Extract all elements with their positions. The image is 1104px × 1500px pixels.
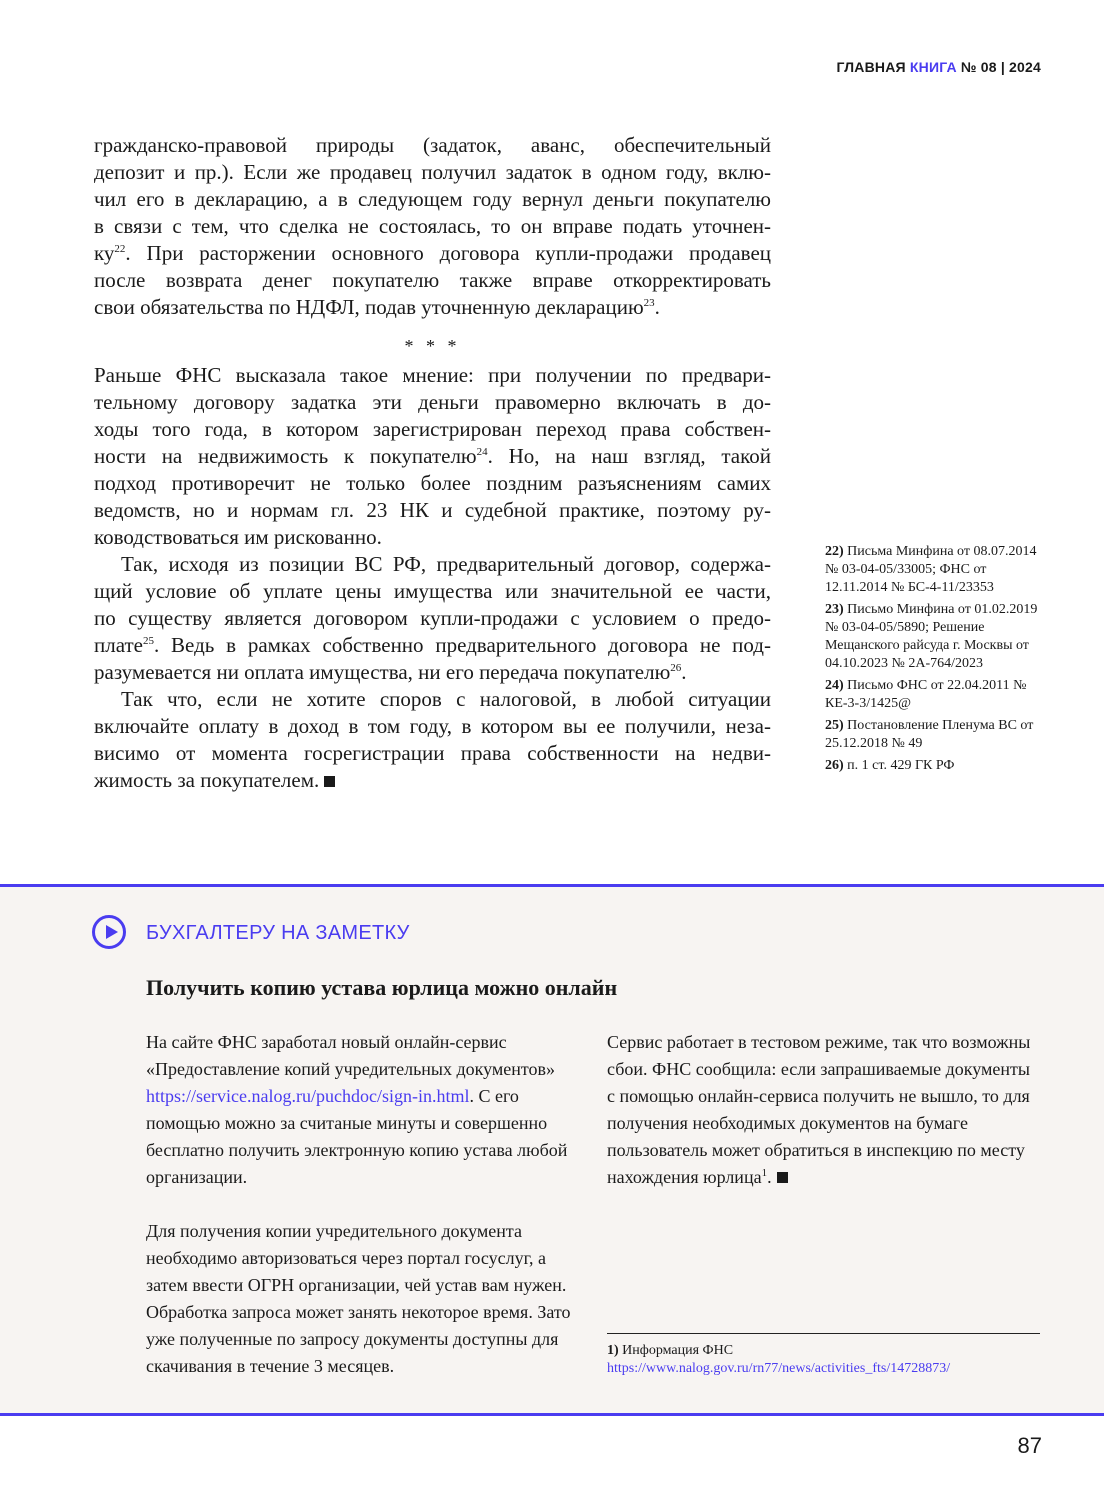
text-line: ководствоваться им рискованно.: [94, 525, 382, 549]
text-line: подход противоречит не только более поздним разъяснениям самих: [94, 471, 771, 495]
paragraph: [146, 1029, 580, 1191]
text-line: тельному договору задатка эти деньги правомерно включать в до-: [94, 390, 771, 414]
footnote-number: 25): [825, 718, 844, 733]
box-footnote: [607, 1342, 950, 1378]
paragraph: Сервис работает в тестовом режиме, так что возможны сбои. ФНС сообщила: если запрашиваемые документы с помощью онлайн-сервиса получить не вышло, то для получения необходимых документов на бумаге пользователь может обратиться в инспекцию по месту нахождения юрлица$^1$.: [607, 1032, 1031, 1187]
accountant-note-box: [0, 884, 1104, 1416]
text-line: разумевается ни оплата имущества, ни его передача покупателю$^{26}$.: [94, 660, 687, 684]
box-left-column: [146, 1029, 580, 1407]
magazine-name: ГЛАВНАЯ: [836, 59, 906, 75]
footnote: [825, 717, 1050, 753]
issue-number: № 08 | 2024: [960, 59, 1041, 75]
text-line: Так что, если не хотите споров с налоговой, в любой ситуации: [121, 687, 771, 711]
paragraph: [94, 686, 771, 794]
text-line: в связи с тем, что сделка не состоялась, то он вправе подать уточнен-: [94, 214, 771, 238]
text-line: ности на недвижимость к покупателю$^{24}$. Но, на наш взгляд, такой: [94, 444, 772, 468]
footnote-divider: [607, 1333, 1040, 1334]
footnote-text: п. 1 ст. 429 ГК РФ: [847, 758, 955, 773]
text-line: после возврата денег покупателю также вправе откорректировать: [94, 268, 771, 292]
section-separator: * * *: [404, 336, 461, 356]
footnote-number: 1): [607, 1343, 619, 1358]
text-line: депозит и пр.). Если же продавец получил задаток в одном году, вклю-: [94, 160, 771, 184]
footnote-number: 24): [825, 678, 844, 693]
footnote-ref: 22: [114, 243, 126, 255]
text-line: щий условие об уплате цены имущества или значительной ее части,: [94, 579, 771, 603]
footnote-text: Информация ФНС: [622, 1343, 734, 1358]
paragraph: [94, 132, 771, 321]
text-line: чил его в декларацию, а в следующем году вернул деньги покупателю: [94, 187, 771, 211]
footnote-ref: 1: [761, 1167, 768, 1179]
text-line: по существу является договором купли-продажи с условием о предо-: [94, 606, 771, 630]
paragraph: Для получения копии учредительного документа необходимо авторизоваться через портал госуслуг, а затем ввести ОГРН организации, чей устав вам нужен. Обработка запроса может занять некоторое время. Зато уже полученные по запросу документы доступны для скачивания в течение 3 месяцев.: [146, 1221, 571, 1376]
footnote-ref: 24: [476, 446, 488, 458]
text-line: ведомств, но и нормам гл. 23 НК и судебной практике, поэтому ру-: [94, 498, 771, 522]
footnote-text: Письмо ФНС от 22.04.2011 № КЕ-3-3/1425@: [825, 678, 1027, 711]
text-line: $ку^{22}$. При расторжении основного договора купли-продажи продавец: [94, 241, 771, 265]
text-line: гражданско-правовой природы (задаток, аванс, обеспечительный: [94, 133, 771, 157]
footnote-ref: 25: [143, 635, 154, 647]
footnote: [825, 757, 1050, 775]
article-body: [94, 132, 771, 794]
paragraph: [94, 551, 771, 686]
text-line: Раньше ФНС высказала такое мнение: при получении по предвари-: [94, 363, 771, 387]
text: Сервис работает в тестовом режиме, так что возможны сбои. ФНС сообщила: если запрашиваемые документы с помощью онлайн-сервиса получить не вышло, то для получения необходимых документов на бумаге пользователь может обратиться в инспекцию по месту нахождения юрлица: [607, 1032, 1031, 1187]
end-mark-icon: [777, 1172, 788, 1183]
footnote: [825, 677, 1050, 713]
footnote-ref: 23: [643, 297, 655, 309]
play-circle-icon: [92, 915, 126, 949]
text-line: плате$^{25}$. Ведь в рамках собственно предварительного договора не под-: [94, 633, 771, 657]
service-link[interactable]: https://service.nalog.ru/puchdoc/sign-in.html: [146, 1086, 470, 1106]
text-line: висимо от момента госрегистрации права собственности на недви-: [94, 741, 771, 765]
footnote-ref: 26: [670, 662, 682, 674]
text: На сайте ФНС заработал новый онлайн-сервис «Предоставление копий учредительных документов»: [146, 1032, 556, 1079]
footnote: [825, 601, 1050, 673]
text-line: включайте оплату в доход в том году, в котором вы ее получили, неза-: [94, 714, 771, 738]
footnotes: [825, 543, 1050, 779]
page-number: 87: [1017, 1433, 1042, 1458]
footnote-number: 23): [825, 602, 844, 617]
running-header: [836, 59, 1041, 75]
magazine-name-accent: КНИГА: [909, 59, 957, 75]
footnote-text: Письма Минфина от 08.07.2014 № 03-04-05/33005; ФНС от 12.11.2014 № БС-4-11/23353: [825, 544, 1037, 595]
box-right-column: [607, 1029, 1041, 1218]
footnote-text: Письмо Минфина от 01.02.2019 № 03-04-05/5890; Решение Мещанского райсуда г. Москвы от 04.10.2023 № 2А-764/2023: [825, 602, 1038, 671]
box-label: БУХГАЛТЕРУ НА ЗАМЕТКУ: [146, 922, 410, 944]
footnote-text: Постановление Пленума ВС от 25.12.2018 № 49: [825, 718, 1034, 751]
text-line: Так, исходя из позиции ВС РФ, предварительный договор, содержа-: [121, 552, 771, 576]
text-line: ходы того года, в котором зарегистрирован переход права собствен-: [94, 417, 771, 441]
text-line: жимость за покупателем.: [94, 767, 771, 794]
box-title: Получить копию устава юрлица можно онлайн: [146, 975, 618, 1000]
paragraph: [94, 362, 771, 551]
footnote-number: 22): [825, 544, 844, 559]
footnote: [825, 543, 1050, 597]
end-mark-icon: [324, 776, 335, 787]
footnote-number: 26): [825, 758, 844, 773]
text-line: свои обязательства по НДФЛ, подав уточненную декларацию$^{23}$.: [94, 295, 660, 319]
text: . С его помощью можно за считаные минуты и совершенно бесплатно получить электронную копию устава любой организации.: [146, 1086, 568, 1187]
footnote-link[interactable]: https://www.nalog.gov.ru/rn77/news/activities_fts/14728873/: [607, 1361, 951, 1376]
